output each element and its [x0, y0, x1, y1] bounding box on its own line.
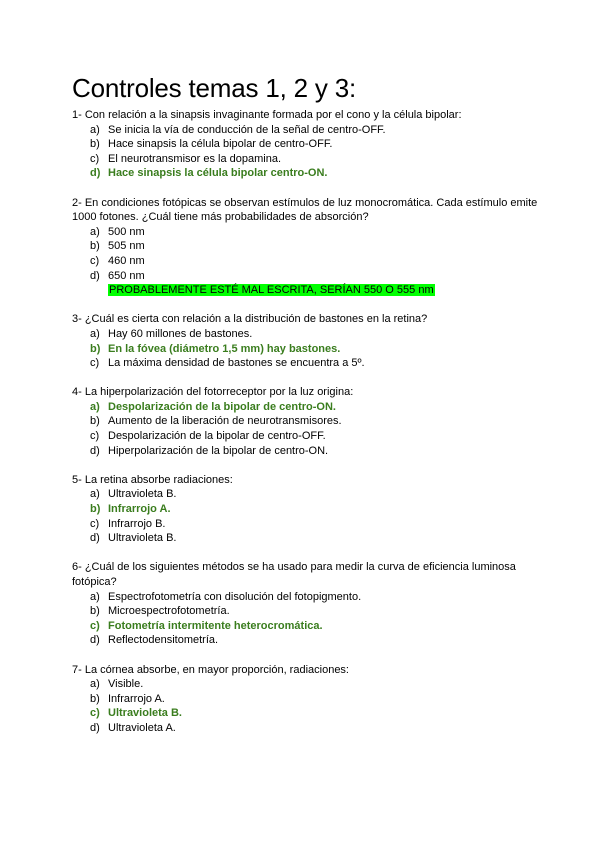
option-label: b) [90, 692, 100, 705]
answer-option [72, 590, 542, 605]
question-stem: 7- La córnea absorbe, en mayor proporción, radiaciones: [72, 663, 349, 676]
option-label: c) [90, 152, 100, 165]
highlighted-note [72, 283, 542, 298]
option-label: a) [90, 123, 100, 136]
question-stem: 2- En condiciones fotópicas se observan estímulos de luz monocromática. Cada estímulo emite 1000 fotones. ¿Cuál tiene más probabilidades de absorción? [72, 196, 538, 224]
option-label: d) [90, 269, 100, 282]
answer-option [72, 487, 542, 502]
question-stem: 1- Con relación a la sinapsis invaginante formada por el cono y la célula bipolar: [72, 109, 462, 121]
option-label: a) [90, 678, 100, 691]
answer-option-correct [72, 619, 542, 634]
option-label: b) [90, 240, 100, 253]
option-label: b) [90, 342, 101, 355]
answer-option [72, 225, 542, 240]
answer-option [72, 429, 542, 444]
option-label: c) [90, 254, 100, 267]
option-text: Hay 60 millones de bastones. [108, 327, 253, 340]
question-stem: 4- La hiperpolarización del fotorreceptor por la luz origina: [72, 386, 354, 399]
option-label: b) [90, 503, 101, 516]
answer-option [72, 123, 542, 138]
answer-option [72, 414, 542, 429]
option-text: 500 nm [108, 225, 145, 238]
answer-option [72, 531, 542, 546]
option-label: c) [90, 619, 100, 632]
option-label: a) [90, 590, 100, 603]
answer-option [72, 517, 542, 532]
question-stem: 3- ¿Cuál es cierta con relación a la distribución de bastones en la retina? [72, 313, 428, 326]
option-text: Ultravioleta B. [108, 707, 182, 720]
answer-option [72, 604, 542, 619]
option-label: d) [90, 634, 100, 647]
option-text: Infrarrojo B. [108, 517, 166, 530]
answer-option [72, 356, 542, 371]
answer-option [72, 254, 542, 269]
answer-option [72, 239, 542, 254]
option-text: 650 nm [108, 269, 145, 282]
option-label: d) [90, 532, 100, 545]
option-text: Hace sinapsis la célula bipolar centro-ON. [108, 167, 328, 180]
option-text: La máxima densidad de bastones se encuentra a 5º. [108, 357, 365, 370]
answer-option [72, 152, 542, 167]
option-text: En la fóvea (diámetro 1,5 mm) hay bastones. [108, 342, 341, 355]
option-label: a) [90, 400, 100, 413]
question-list [72, 108, 542, 750]
option-label: a) [90, 327, 100, 340]
answer-option [72, 692, 542, 707]
option-label: a) [90, 225, 100, 238]
question-1 [72, 108, 542, 181]
page-title: Controles temas 1, 2 y 3: [72, 73, 357, 103]
option-label: c) [90, 430, 100, 443]
option-label: c) [90, 707, 100, 720]
option-label: b) [90, 605, 100, 618]
option-text: 505 nm [108, 240, 145, 253]
option-text: Infrarrojo A. [108, 692, 165, 705]
option-label: b) [90, 415, 100, 428]
answer-option [72, 444, 542, 459]
option-label: b) [90, 138, 100, 151]
question-stem: 5- La retina absorbe radiaciones: [72, 473, 233, 486]
option-label: d) [90, 721, 100, 734]
note-text: PROBABLEMENTE ESTÉ MAL ESCRITA, SERÍAN 550 O 555 nm [109, 284, 434, 297]
answer-option [72, 633, 542, 648]
option-label: d) [90, 167, 101, 180]
option-label: c) [90, 357, 100, 370]
option-text: Ultravioleta B. [108, 532, 177, 545]
answer-option [72, 269, 542, 284]
option-text: Infrarrojo A. [108, 503, 171, 516]
option-text: Ultravioleta B. [108, 488, 177, 501]
question-6 [72, 560, 542, 648]
answer-option-correct [72, 342, 542, 357]
answer-option [72, 327, 542, 342]
answer-option-correct [72, 502, 542, 517]
option-label: d) [90, 444, 100, 457]
question-5 [72, 473, 542, 546]
answer-option [72, 677, 542, 692]
answer-option-correct [72, 400, 542, 415]
option-text: Despolarización de la bipolar de centro-ON. [108, 400, 336, 413]
answer-option [72, 721, 542, 736]
option-text: Despolarización de la bipolar de centro-OFF. [108, 430, 326, 443]
option-text: El neurotransmisor es la dopamina. [108, 152, 282, 165]
option-text: Microespectrofotometría. [108, 605, 230, 618]
option-text: Fotometría intermitente heterocromática. [108, 619, 323, 632]
option-text: Reflectodensitometría. [108, 634, 219, 647]
option-text: Ultravioleta A. [108, 721, 176, 734]
answer-option-correct [72, 706, 542, 721]
question-3 [72, 312, 542, 370]
question-7 [72, 663, 542, 736]
question-4 [72, 385, 542, 458]
answer-option-correct [72, 166, 542, 181]
option-label: a) [90, 488, 100, 501]
answer-option [72, 137, 542, 152]
option-text: Hace sinapsis la célula bipolar de centro-OFF. [108, 138, 333, 151]
option-text: Espectrofotometría con disolución del fotopigmento. [108, 590, 362, 603]
option-text: 460 nm [108, 254, 145, 267]
option-text: Visible. [108, 678, 144, 691]
option-text: Hiperpolarización de la bipolar de centro-ON. [108, 444, 329, 457]
option-text: Se inicia la vía de conducción de la señal de centro-OFF. [108, 123, 386, 136]
option-label: c) [90, 517, 100, 530]
option-text: Aumento de la liberación de neurotransmisores. [108, 415, 342, 428]
question-2 [72, 196, 542, 298]
question-stem: 6- ¿Cuál de los siguientes métodos se ha usado para medir la curva de eficiencia luminosa fotópica? [72, 561, 516, 588]
